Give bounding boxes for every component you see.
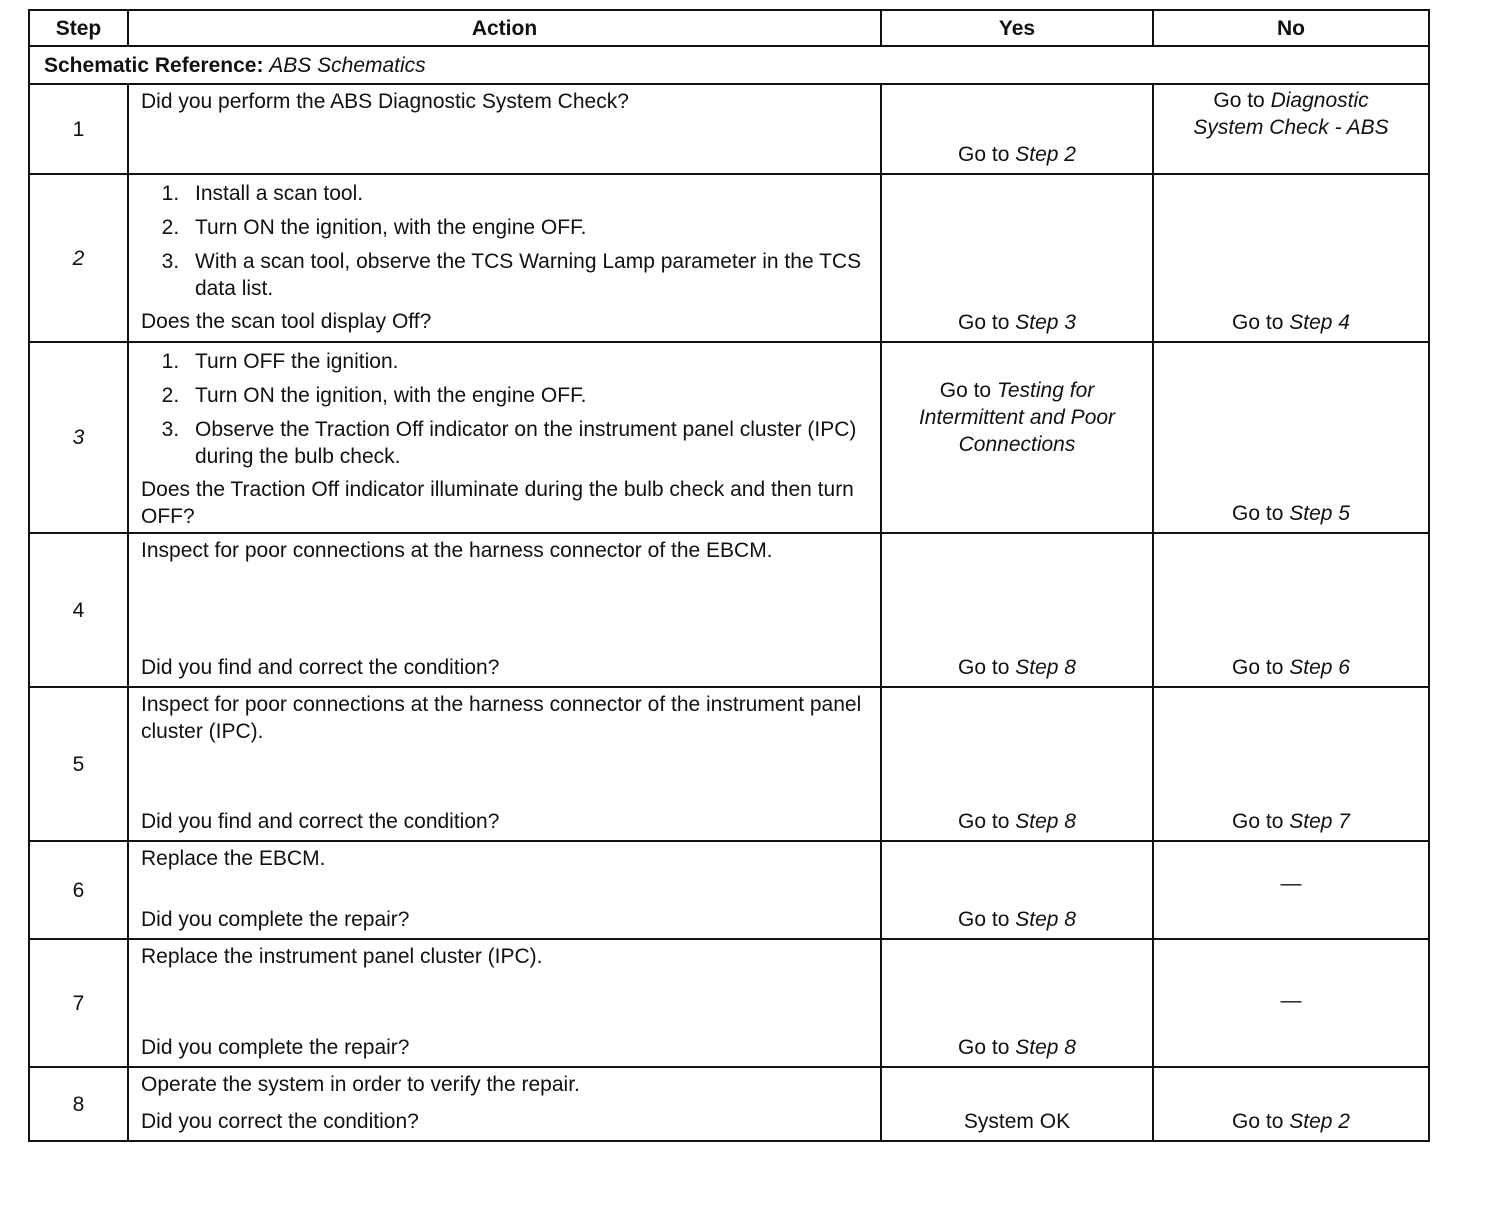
goto-text: Go to [1232,502,1284,525]
action-cell [128,841,881,939]
step-number: 2 [29,174,128,342]
header-yes: Yes [881,10,1153,46]
action-cell [128,84,881,174]
question-text: Does the Traction Off indicator illuminate during the bulb check and then turn OFF? [141,478,854,528]
yes-link[interactable]: Step 2 [1015,143,1076,166]
question-text: Did you complete the repair? [141,908,410,931]
no-cell [1153,533,1429,687]
step-number: 4 [29,533,128,687]
list-item: 3. Observe the Traction Off indicator on the instrument panel cluster (IPC) during the bulb check. [185,416,868,470]
no-cell [1153,1067,1429,1141]
diagnostic-table [28,9,1430,1142]
header-no: No [1153,10,1429,46]
yes-link[interactable]: Testing for [996,379,1095,402]
table-row [29,174,1429,342]
no-link[interactable]: Step 5 [1289,502,1350,525]
action-cell [128,533,881,687]
schematic-row [29,46,1429,84]
list-item: 2. Turn ON the ignition, with the engine OFF. [185,382,868,409]
header-step: Step [29,10,128,46]
yes-cell [881,342,1153,533]
list-item: 2. Turn ON the ignition, with the engine OFF. [185,214,868,241]
yes-link[interactable]: Step 8 [1015,908,1076,931]
question-text: Did you complete the repair? [141,1036,410,1059]
table-row [29,342,1429,533]
action-text: Inspect for poor connections at the harness connector of the instrument panel cluster (IPC). [141,693,862,743]
yes-cell [881,84,1153,174]
table-row [29,841,1429,939]
goto-text: Go to [1232,311,1284,334]
yes-link[interactable]: Step 8 [1015,1036,1076,1059]
no-link[interactable]: Step 4 [1289,311,1350,334]
yes-link[interactable]: Intermittent and Poor [918,406,1116,429]
no-link[interactable]: Step 2 [1289,1110,1350,1133]
question-text: Did you correct the condition? [141,1110,419,1133]
question-text: Does the scan tool display Off? [141,310,432,333]
list-item: 3. With a scan tool, observe the TCS Warning Lamp parameter in the TCS data list. [185,248,868,302]
no-cell [1153,342,1429,533]
step-number: 1 [29,84,128,174]
list-item: 1. Install a scan tool. [185,180,868,207]
table-row [29,84,1429,174]
table-row [29,1067,1429,1141]
goto-text: Go to [958,656,1010,679]
goto-text: Go to [939,379,992,402]
yes-link[interactable]: Step 8 [1015,810,1076,833]
yes-cell [881,939,1153,1067]
step-number: 8 [29,1067,128,1141]
no-cell [1153,687,1429,841]
goto-text: Go to [958,908,1010,931]
goto-text: Go to [958,143,1010,166]
no-link[interactable]: System Check - ABS [1193,116,1389,139]
action-cell [128,939,881,1067]
no-cell [1153,84,1429,174]
action-text: Inspect for poor connections at the harness connector of the EBCM. [141,539,773,562]
action-cell [128,174,881,342]
table-row [29,939,1429,1067]
goto-text: Go to [1232,810,1284,833]
goto-text: Go to [1232,1110,1284,1133]
schematic-link[interactable]: ABS Schematics [269,53,426,77]
no-link[interactable]: Step 6 [1289,656,1350,679]
action-cell [128,1067,881,1141]
step-number: 5 [29,687,128,841]
schematic-label: Schematic Reference: [44,53,264,77]
step-number: 3 [29,342,128,533]
table-row [29,533,1429,687]
no-cell: — [1153,841,1429,939]
goto-text: Go to [1213,89,1265,112]
goto-text: Go to [1232,656,1284,679]
goto-text: Go to [958,311,1010,334]
list-item: 1. Turn OFF the ignition. [185,348,868,375]
action-cell [128,687,881,841]
yes-cell [881,174,1153,342]
no-cell [1153,174,1429,342]
question-text: Did you find and correct the condition? [141,810,500,833]
no-cell: — [1153,939,1429,1067]
yes-cell [881,841,1153,939]
yes-link[interactable]: Connections [958,433,1076,456]
no-link[interactable]: Diagnostic [1270,89,1369,112]
yes-link[interactable]: Step 3 [1015,311,1076,334]
yes-cell [881,687,1153,841]
step-number: 7 [29,939,128,1067]
yes-cell: System OK [881,1067,1153,1141]
action-text: Operate the system in order to verify the repair. [141,1073,580,1096]
header-row [29,10,1429,46]
goto-text: Go to [958,810,1010,833]
step-number: 6 [29,841,128,939]
goto-text: Go to [958,1036,1010,1059]
table-row [29,687,1429,841]
action-text: Replace the EBCM. [141,847,326,870]
yes-link[interactable]: Step 8 [1015,656,1076,679]
question-text: Did you find and correct the condition? [141,656,500,679]
header-action: Action [128,10,881,46]
yes-cell [881,533,1153,687]
action-text: Did you perform the ABS Diagnostic System Check? [141,90,629,113]
action-cell [128,342,881,533]
schematic-reference [29,46,1429,84]
action-text: Replace the instrument panel cluster (IPC). [141,945,543,968]
no-link[interactable]: Step 7 [1289,810,1350,833]
